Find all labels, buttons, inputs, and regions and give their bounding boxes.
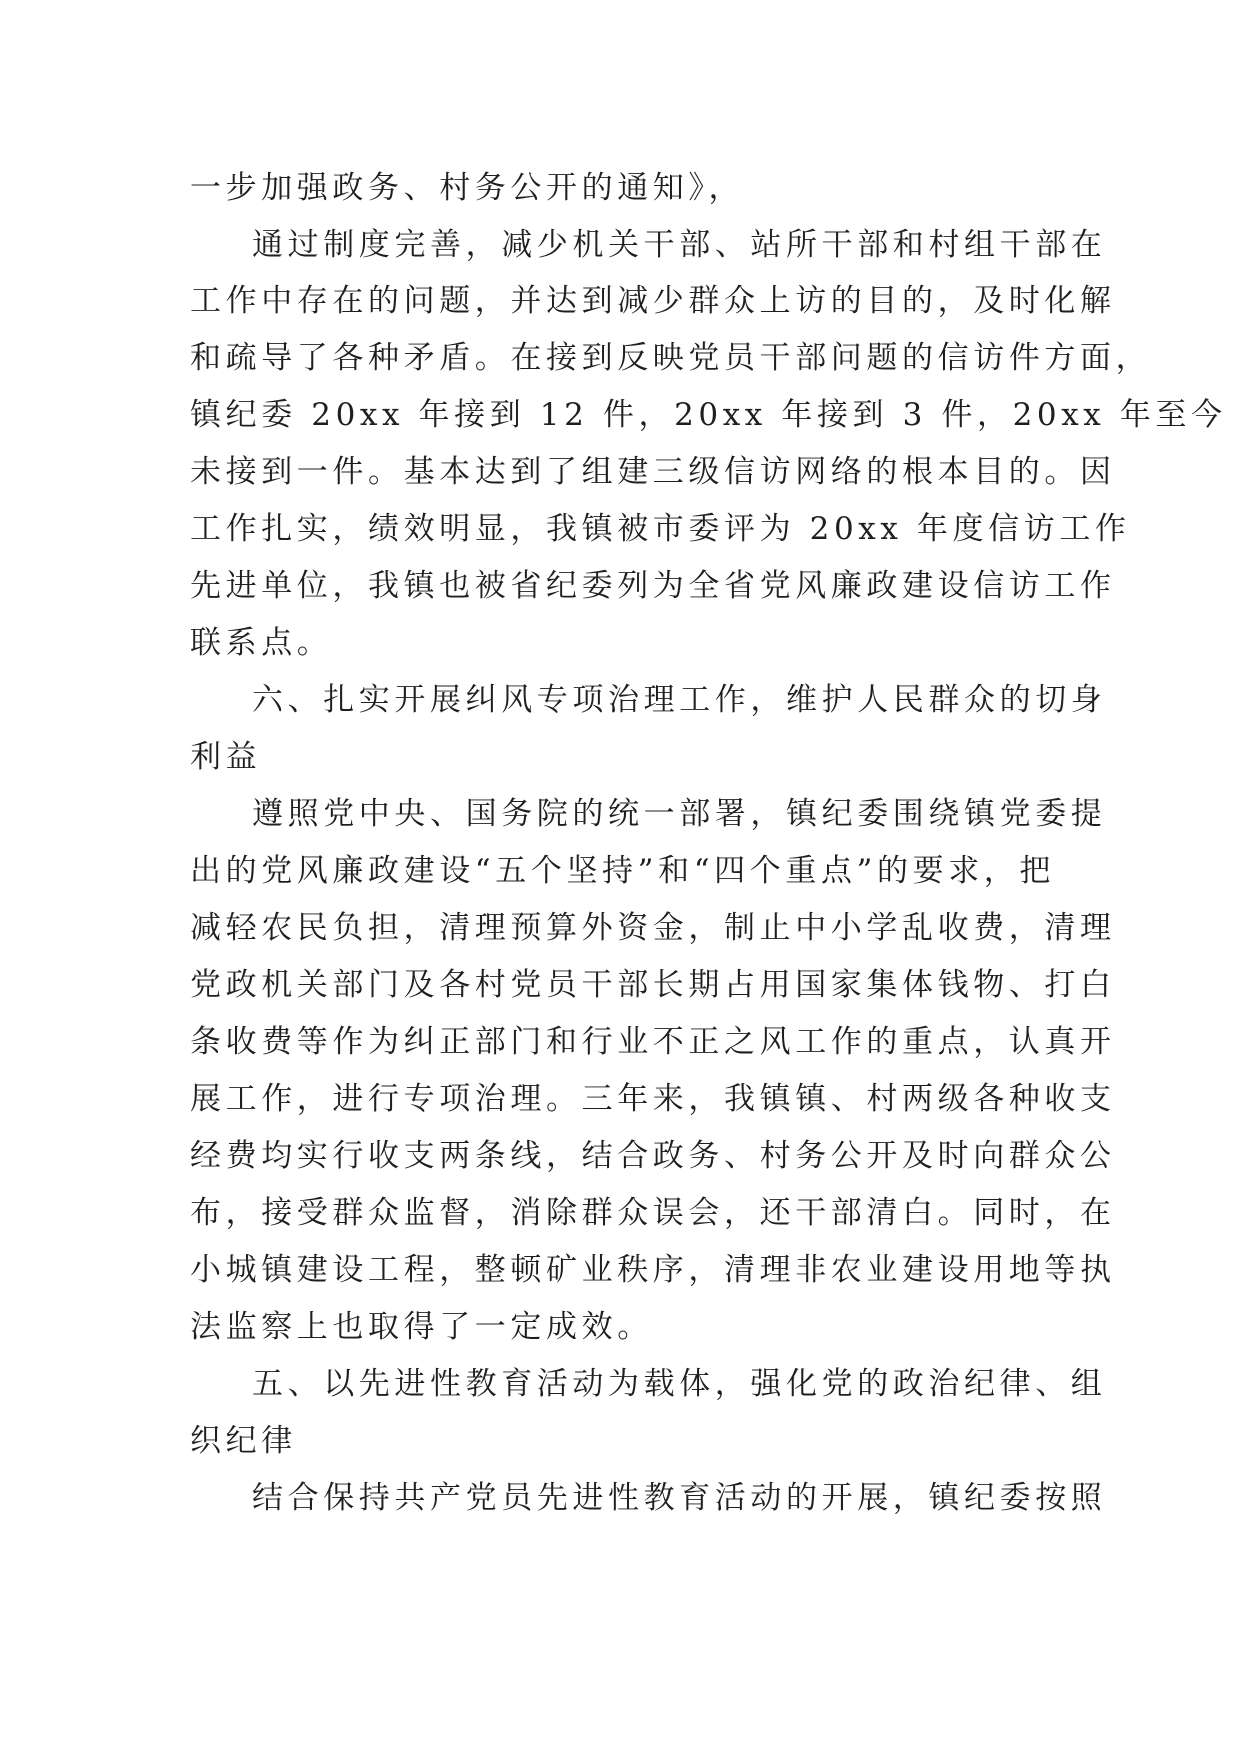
section-heading-5-line-2: 织纪律 [190,1423,297,1459]
text-line-5: 镇纪委 20xx 年接到 12 件，20xx 年接到 3 件，20xx 年至今 [190,397,1227,433]
text-line-3: 工作中存在的问题，并达到减少群众上访的目的，及时化解 [190,283,1116,319]
section-heading-6-line-2: 利益 [190,739,262,775]
section-heading-5-line-1: 五、以先进性教育活动为载体，强化党的政治纪律、组 [252,1366,1107,1402]
text-line-19: 布，接受群众监督，消除群众误会，还干部清白。同时，在 [190,1195,1116,1231]
text-line-17: 展工作，进行专项治理。三年来，我镇镇、村两级各种收支 [190,1081,1116,1117]
text-line-18: 经费均实行收支两条线，结合政务、村务公开及时向群众公 [190,1138,1116,1174]
text-line-9: 联系点。 [190,625,333,661]
text-line-8: 先进单位，我镇也被省纪委列为全省党风廉政建设信访工作 [190,568,1116,604]
text-line-7: 工作扎实，绩效明显，我镇被市委评为 20xx 年度信访工作 [190,511,1131,547]
text-line-16: 条收费等作为纠正部门和行业不正之风工作的重点，认真开 [190,1024,1116,1060]
text-line-12: 遵照党中央、国务院的统一部署，镇纪委围绕镇党委提 [252,796,1107,832]
text-line-2: 通过制度完善，减少机关干部、站所干部和村组干部在 [252,227,1107,263]
text-line-21: 法监察上也取得了一定成效。 [190,1309,653,1345]
text-line-14: 减轻农民负担，清理预算外资金，制止中小学乱收费，清理 [190,910,1116,946]
section-heading-6-line-1: 六、扎实开展纠风专项治理工作，维护人民群众的切身 [252,682,1107,718]
text-line-15: 党政机关部门及各村党员干部长期占用国家集体钱物、打白 [190,967,1116,1003]
text-line-6: 未接到一件。基本达到了组建三级信访网络的根本目的。因 [190,454,1116,490]
text-line-4: 和疏导了各种矛盾。在接到反映党员干部问题的信访件方面， [190,340,1152,376]
text-line-24: 结合保持共产党员先进性教育活动的开展，镇纪委按照 [252,1480,1107,1516]
text-line-13: 出的党风廉政建设“五个坚持”和“四个重点”的要求，把 [190,853,1055,889]
text-line-20: 小城镇建设工程，整顿矿业秩序，清理非农业建设用地等执 [190,1252,1116,1288]
text-line-1: 一步加强政务、村务公开的通知》， [190,170,745,206]
